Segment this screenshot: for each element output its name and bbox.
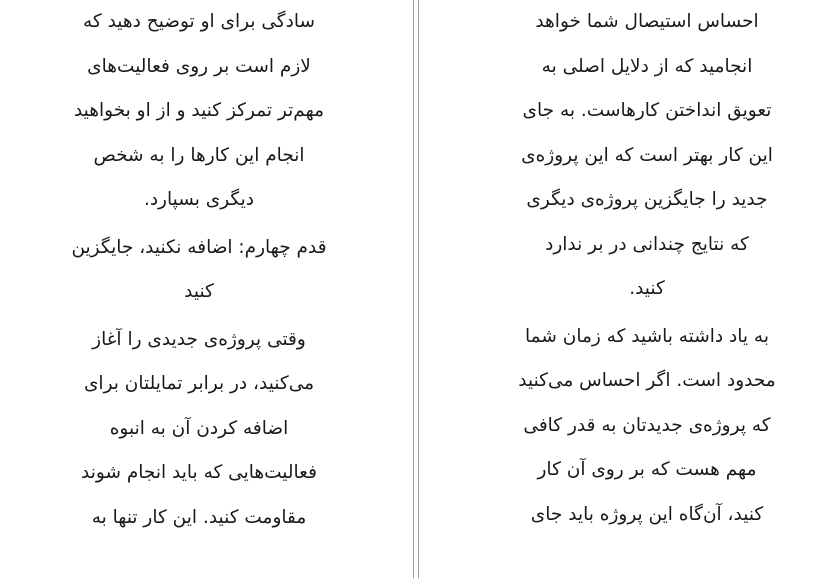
paragraph (478, 0, 816, 312)
text-line: تعویق انداختن کارهاست. به جای (522, 100, 772, 121)
text-line: فعالیت‌هایی که باید انجام شوند (81, 462, 317, 483)
text-line: دیگری بسپارد. (143, 189, 255, 210)
text-line: می‌کنید، در برابر تمایلتان برای (83, 373, 315, 394)
text-line: جدید را جایگزین پروژه‌ی دیگری (526, 189, 768, 210)
text-line: مهم‌تر تمرکز کنید و از او بخواهید (73, 100, 325, 121)
text-line: احساس استیصال شما خواهد (535, 11, 759, 32)
column-divider (413, 0, 414, 578)
text-line: اضافه کردن آن به انبوه (109, 417, 289, 439)
text-line: مهم هست که بر روی آن کار (537, 459, 757, 480)
text-line: کنید، آن‌گاه این پروژه باید جای (530, 503, 764, 525)
text-line: کنید. (629, 278, 665, 299)
text-line: به یاد داشته باشید که زمان شما (525, 325, 769, 347)
left-text-column (18, 0, 380, 540)
text-line: این کار بهتر است که این پروژه‌ی (521, 144, 773, 166)
text-line: سادگی برای او توضیح دهید که (82, 11, 315, 32)
text-line: وقتی پروژه‌ی جدیدی را آغاز (92, 328, 306, 350)
text-line: مقاومت کنید. این کار تنها به (91, 506, 307, 528)
paragraph (18, 318, 380, 541)
paragraph (478, 315, 816, 538)
column-divider (418, 0, 419, 578)
heading-line: کنید (184, 281, 214, 302)
text-line: لازم است بر روی فعالیت‌های (87, 55, 311, 77)
text-line: انجام این کارها را به شخص (93, 144, 305, 166)
right-text-column (478, 0, 816, 537)
text-line: انجامید که از دلایل اصلی به (541, 55, 753, 77)
paragraph (18, 0, 380, 223)
section-heading (18, 226, 380, 315)
text-line: که نتایج چندانی در بر ندارد (545, 233, 749, 255)
text-line: که پروژه‌ی جدیدتان به قدر کافی (523, 414, 771, 436)
heading-line: قدم چهارم: اضافه نکنید، جایگزین (71, 236, 327, 258)
text-line: محدود است. اگر احساس می‌کنید (518, 370, 776, 391)
